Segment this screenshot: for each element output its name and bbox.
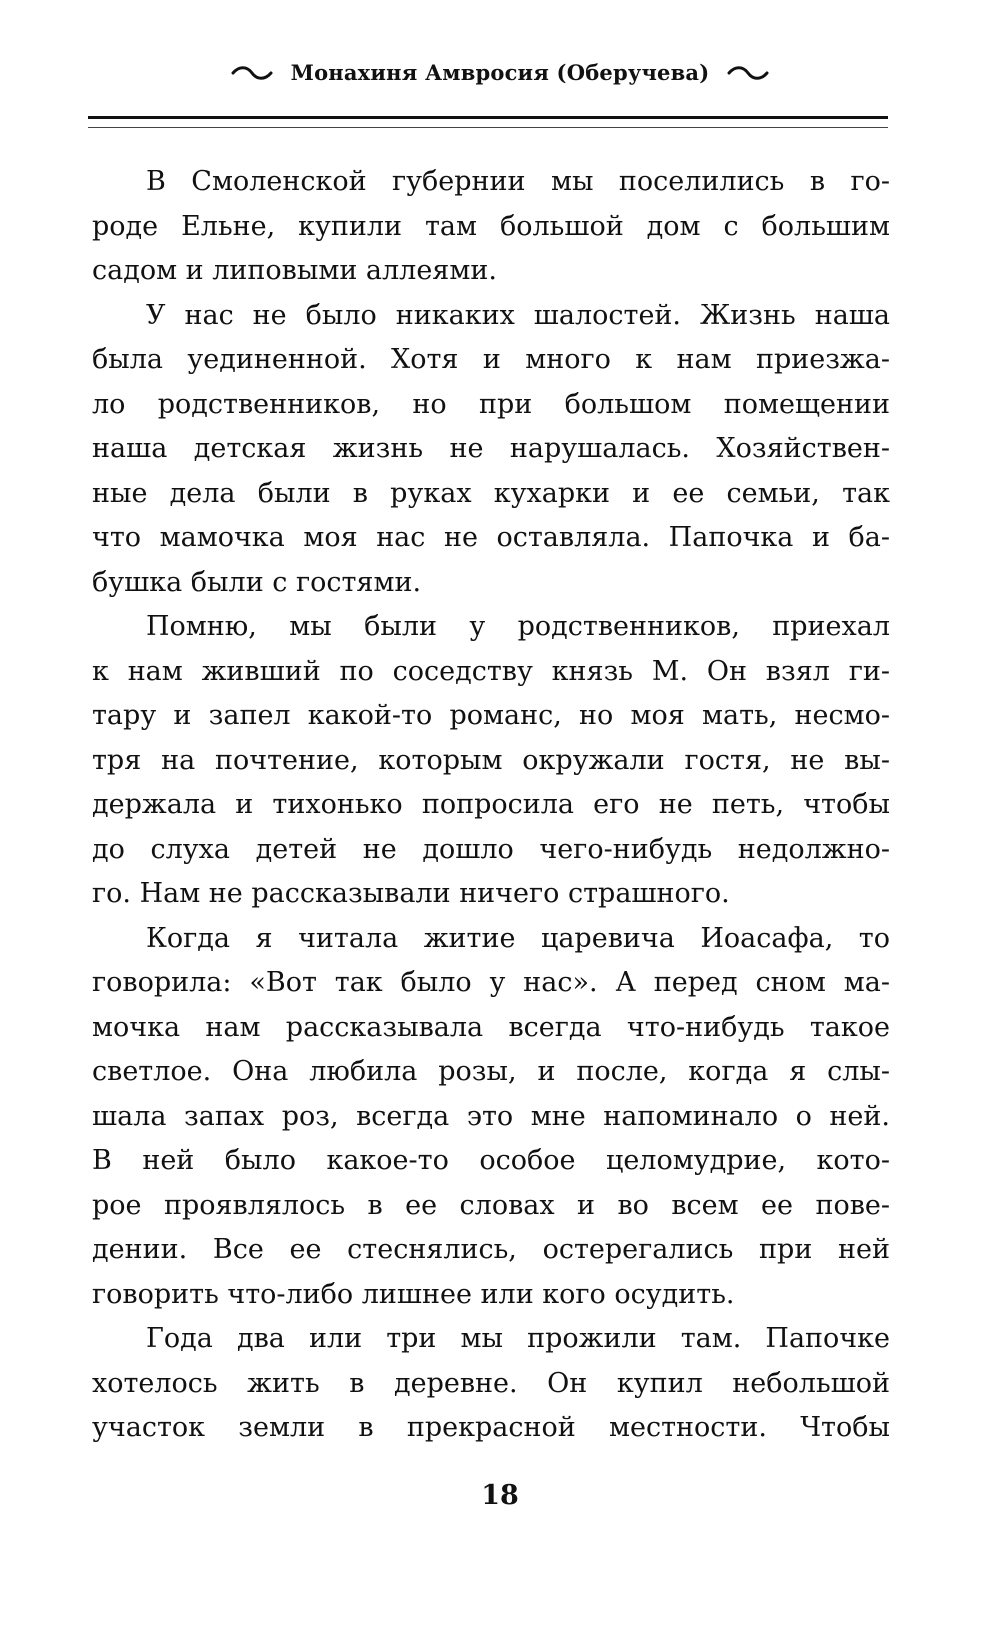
paragraph (92, 1317, 890, 1451)
text-line: садом и липовыми аллеями. (92, 255, 497, 286)
text-line: рое проявлялось в ее словах и во всем ее пове- (92, 1189, 890, 1221)
text-line: держала и тихонько попросила его не петь, чтобы (92, 789, 890, 820)
text-line: Года два или три мы прожили там. Папочке (146, 1323, 890, 1354)
paragraph (92, 605, 890, 917)
text-line: тару и запел какой-то романс, но моя мать, несмо- (92, 700, 890, 731)
text-line: участок земли в прекрасной местности. Чтобы (92, 1412, 890, 1443)
tilde-ornament-icon (231, 66, 273, 80)
text-line: дении. Все ее стеснялись, остерегались при ней (92, 1234, 890, 1265)
text-line: го. Нам не рассказывали ничего страшного. (92, 878, 730, 909)
body-text (92, 160, 890, 1451)
paragraph (92, 294, 890, 606)
header-rule-thin (88, 127, 888, 128)
running-title: Монахиня Амвросия (Оберучева) (290, 60, 710, 85)
text-line: что мамочка моя нас не оставляла. Папочка и ба- (92, 522, 890, 553)
text-line: У нас не было никаких шалостей. Жизнь наша (146, 299, 890, 331)
running-head (0, 58, 1000, 85)
text-line: была уединенной. Хотя и много к нам приезжа- (92, 344, 890, 375)
text-line: говорить что-либо лишнее или кого осудить. (92, 1278, 735, 1310)
paragraph (92, 917, 890, 1318)
text-line: говорила: «Вот так было у нас». А перед сном ма- (92, 967, 890, 998)
text-line: ные дела были в руках кухарки и ее семьи, так (92, 477, 890, 509)
tilde-ornament-icon (727, 66, 769, 80)
text-line: В Смоленской губернии мы поселились в го- (146, 166, 890, 197)
text-line: бушка были с гостями. (92, 566, 422, 598)
text-line: В ней было какое-то особое целомудрие, кото- (92, 1145, 890, 1176)
header-rule-thick (88, 116, 888, 119)
text-line: ло родственников, но при большом помещении (92, 388, 890, 420)
text-line: хотелось жить в деревне. Он купил небольшой (92, 1367, 890, 1399)
text-line: светлое. Она любила розы, и после, когда я слы- (92, 1056, 890, 1087)
page-number: 18 (481, 1480, 519, 1511)
paragraph (92, 160, 890, 294)
text-line: шала запах роз, всегда это мне напоминало о ней. (92, 1100, 890, 1132)
text-line: Помню, мы были у родственников, приехал (146, 611, 890, 642)
text-line: тря на почтение, которым окружали гостя, не вы- (92, 744, 890, 776)
text-line: роде Ельне, купили там большой дом с большим (92, 210, 890, 242)
text-line: до слуха детей не дошло чего-нибудь недолжно- (92, 833, 890, 865)
text-line: наша детская жизнь не нарушалась. Хозяйствен- (92, 433, 890, 464)
text-line: Когда я читала житие царевича Иоасафа, то (146, 922, 890, 954)
text-line: мочка нам рассказывала всегда что-нибудь такое (92, 1011, 890, 1043)
text-line: к нам живший по соседству князь М. Он взял ги- (92, 655, 890, 687)
